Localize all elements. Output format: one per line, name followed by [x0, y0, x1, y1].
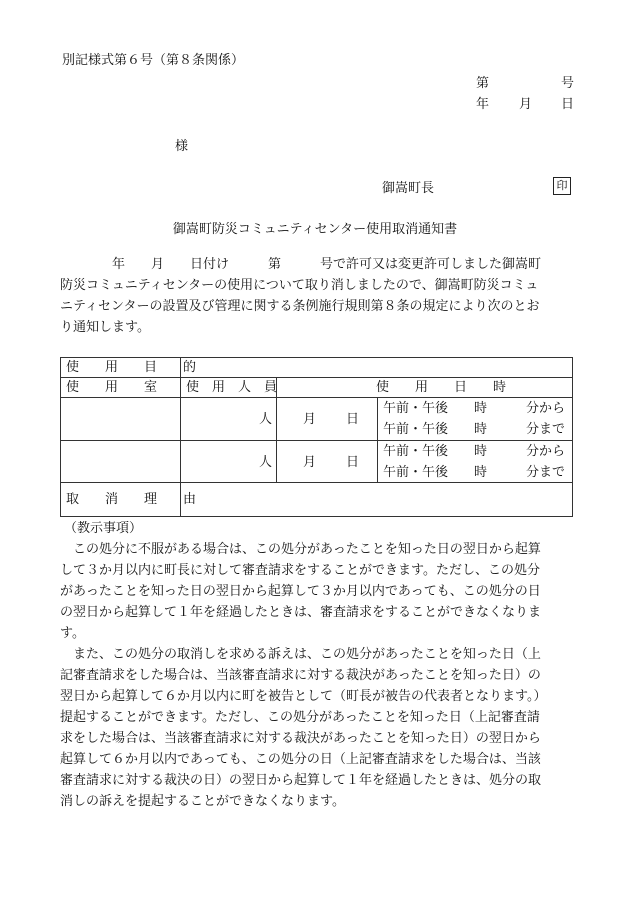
addressee-suffix: 様 — [175, 139, 189, 154]
datetime-label: 使 用 日 時 — [376, 380, 507, 395]
notes-line: して３か月以内に町長に対して審査請求をすることができます。ただし、この処分 — [60, 563, 540, 578]
table-border — [60, 357, 573, 358]
document-title: 御嵩町防災コミュニティセンター使用取消通知書 — [172, 222, 458, 237]
notes-line: 提起することができます。ただし、この処分があったことを知った日（上記審査請 — [60, 710, 540, 725]
room-label: 使 用 室 — [66, 380, 158, 395]
day-label: 日 — [346, 412, 360, 427]
intro-line: 年 月 日付け 第 号で許可又は変更許可しました御嵩町 — [60, 257, 542, 272]
table-border — [60, 357, 61, 517]
document-number-prefix: 第 — [476, 76, 490, 91]
seal-box: 印 — [553, 177, 571, 195]
table-rule — [377, 397, 378, 482]
table-rule — [60, 377, 573, 378]
time-from: 午前・午後 時 分から — [383, 444, 566, 459]
notes-line: 審査請求に対する裁決の日）の翌日から起算して１年を経過したときは、処分の取 — [60, 773, 542, 788]
day-label: 日 — [346, 455, 360, 470]
table-border — [572, 357, 573, 517]
table-rule — [60, 397, 573, 398]
table-rule — [60, 440, 573, 441]
issuer-name: 御嵩町長 — [382, 181, 435, 196]
people-label: 使 用 人 員 — [186, 380, 278, 395]
intro-line: 防災コミュニティセンターの使用について取り消しましたので、御嵩町防災コミュ — [60, 278, 539, 293]
time-to: 午前・午後 時 分まで — [383, 465, 566, 480]
time-to: 午前・午後 時 分まで — [383, 422, 566, 437]
purpose-label: 使 用 目 的 — [66, 360, 197, 375]
date-day-label: 日 — [561, 97, 575, 112]
date-month-label: 月 — [519, 97, 533, 112]
intro-line: ニティセンターの設置及び管理に関する条例施行規則第８条の規定により次のとお — [60, 299, 540, 314]
notes-line: この処分に不服がある場合は、この処分があったことを知った日の翌日から起算 — [60, 542, 541, 557]
notes-line: 記審査請求をした場合は、当該審査請求に対する裁決があったことを知った日）の — [60, 668, 541, 683]
table-rule — [60, 482, 573, 483]
notes-line: す。 — [60, 626, 85, 641]
intro-line: り通知します。 — [60, 320, 150, 335]
month-label: 月 — [303, 412, 317, 427]
notes-heading: （教示事項） — [64, 521, 143, 536]
month-label: 月 — [303, 455, 317, 470]
people-unit: 人 — [259, 455, 273, 470]
table-border — [60, 516, 573, 517]
notes-line: また、この処分の取消しを求める訴えは、この処分があったことを知った日（上 — [60, 647, 541, 662]
cancellation-table — [60, 357, 573, 517]
notes-line: 起算して６か月以内であっても、この処分の日（上記審査請求をした場合は、当該 — [60, 752, 541, 767]
notes-line: があったことを知った日の翌日から起算して３か月以内であっても、この処分の日 — [60, 584, 541, 599]
notes-line: 求をした場合は、当該審査請求に対する裁決があったことを知った日）の翌日から — [60, 731, 541, 746]
notes-line: 翌日から起算して６か月以内に町を被告として（町長が被告の代表者となります。） — [60, 689, 547, 704]
reason-label: 取 消 理 由 — [66, 492, 197, 507]
time-from: 午前・午後 時 分から — [383, 401, 566, 416]
notes-line: の翌日から起算して１年を経過したときは、審査請求をすることができなくなりま — [60, 605, 542, 620]
form-identifier: 別記様式第６号（第８条関係） — [62, 53, 245, 68]
document-number-suffix: 号 — [561, 76, 575, 91]
date-year-label: 年 — [476, 97, 490, 112]
notes-line: 消しの訴えを提起することができなくなります。 — [60, 794, 345, 809]
people-unit: 人 — [259, 412, 273, 427]
